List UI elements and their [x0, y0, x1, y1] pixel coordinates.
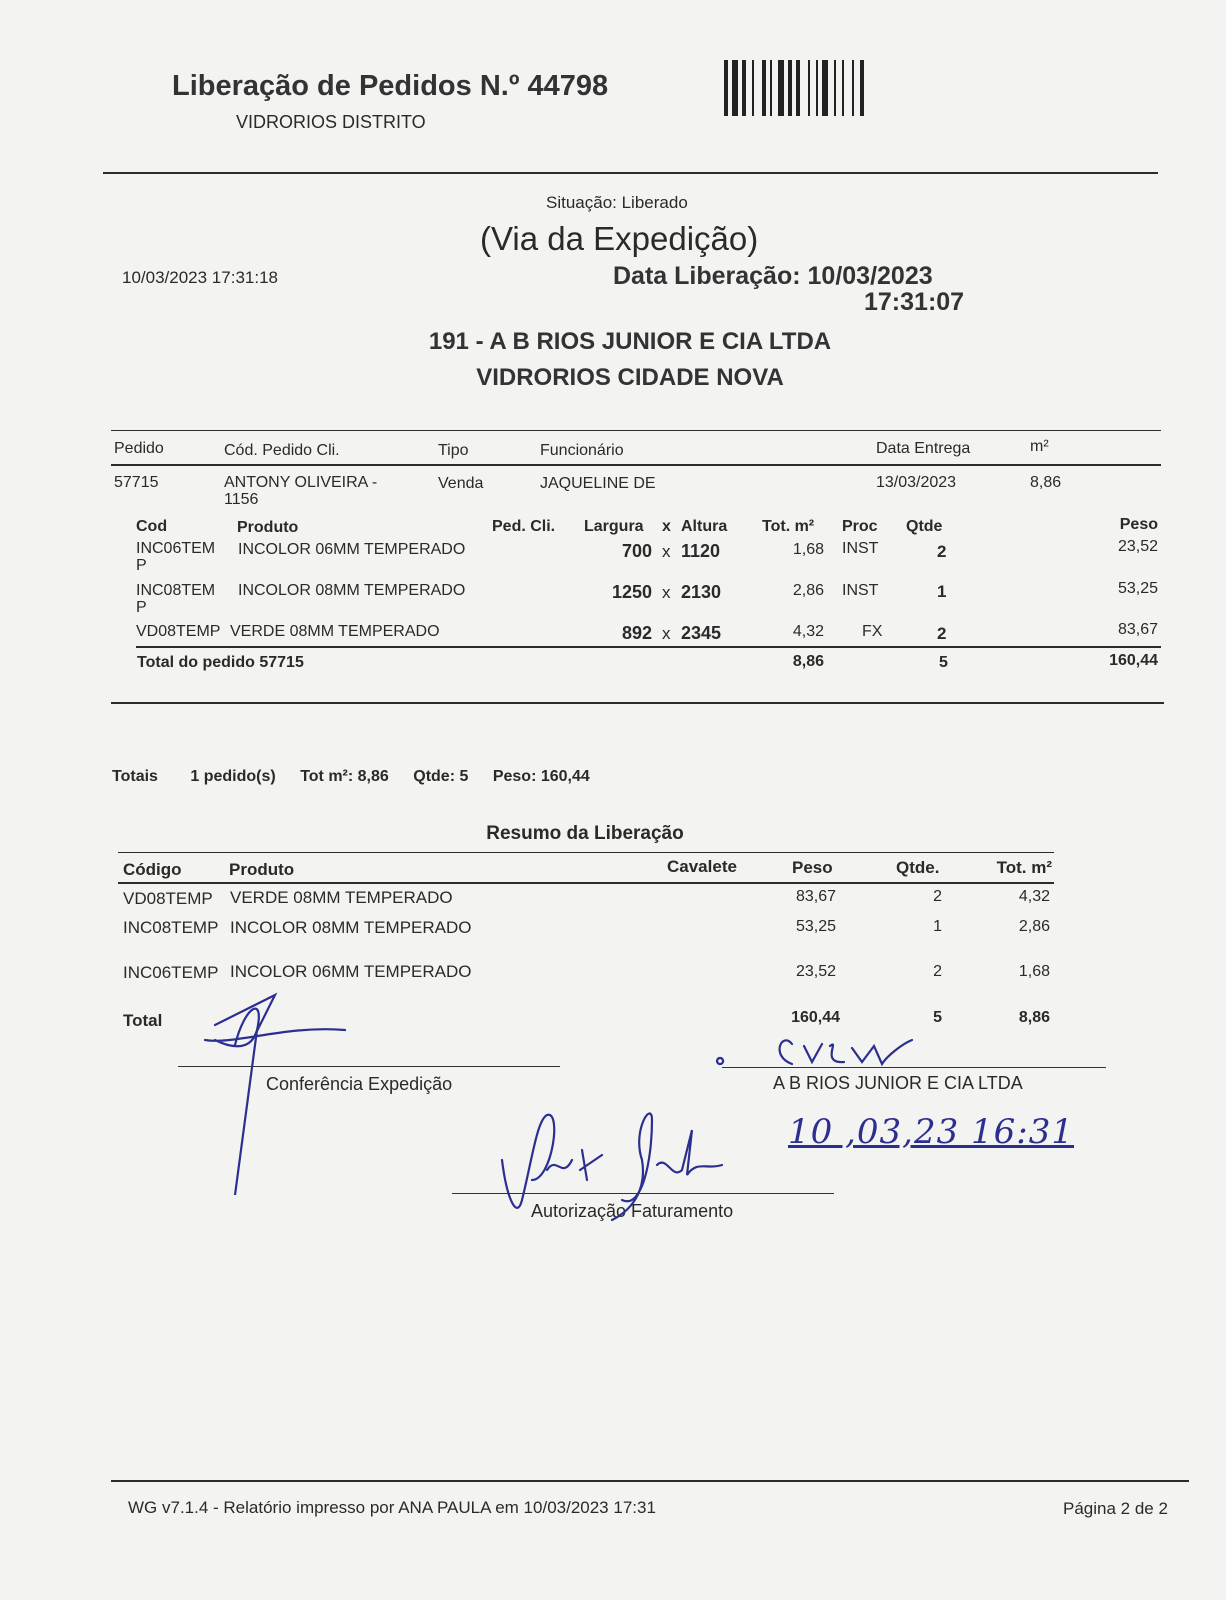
signature-label-autorizacao: Autorização Faturamento	[531, 1201, 734, 1221]
item-qtde: 2	[937, 624, 947, 643]
col-qtde: Qtde	[906, 518, 943, 535]
item-altura: 2345	[681, 623, 722, 643]
order-bottom-line	[111, 702, 1164, 704]
totals-pedidos: 1 pedido(s)	[190, 768, 276, 785]
sum-peso: 83,67	[795, 888, 836, 905]
col-largura: Largura	[584, 518, 644, 535]
order-m2: 8,86	[1030, 474, 1062, 491]
sum-total-peso: 160,44	[791, 1009, 840, 1026]
totals-qtde: Qtde: 5	[413, 768, 469, 785]
status-text: Situação: Liberado	[546, 193, 688, 212]
totals-bar	[112, 768, 590, 786]
order-data-entrega: 13/03/2023	[876, 474, 957, 491]
item-altura: 2130	[681, 582, 722, 602]
item-cod: VD08TEMP	[136, 623, 221, 640]
release-date	[613, 262, 933, 291]
order-total-peso: 160,44	[1109, 652, 1158, 669]
col-altura: Altura	[681, 518, 728, 535]
col-proc: Proc	[842, 518, 878, 535]
col-data-entrega: Data Entrega	[876, 440, 971, 457]
release-date-value: 10/03/2023	[807, 262, 933, 290]
signature-conferencia	[195, 985, 365, 1195]
col-m2: m²	[1030, 438, 1049, 455]
release-date-label: Data Liberação:	[613, 262, 801, 290]
sum-qtde: 2	[933, 888, 942, 905]
summary-header-line	[118, 882, 1054, 884]
print-timestamp: 10/03/2023 17:31:18	[122, 268, 278, 287]
totals-m2: Tot m²: 8,86	[300, 768, 389, 785]
sum-tot-m2: 4,32	[1018, 888, 1050, 905]
col-cod-pedido-cli: Cód. Pedido Cli.	[224, 442, 340, 459]
item-produto: INCOLOR 06MM TEMPERADO	[238, 541, 466, 558]
item-produto: VERDE 08MM TEMPERADO	[230, 623, 440, 640]
sum-codigo: INC08TEMP	[123, 918, 219, 937]
item-largura: 892	[621, 623, 652, 643]
item-tot-m2: 4,32	[792, 623, 824, 640]
order-header-line	[111, 464, 1161, 466]
item-cod: INC08TEMP	[136, 582, 216, 616]
sum-peso: 53,25	[795, 918, 836, 935]
sum-col-codigo: Código	[123, 860, 182, 879]
items-total-line	[136, 646, 1161, 648]
order-cod-cli: ANTONY OLIVEIRA - 1156	[224, 474, 378, 508]
item-tot-m2: 1,68	[792, 541, 824, 558]
summary-title: Resumo da Liberação	[486, 823, 684, 844]
item-x: x	[662, 542, 671, 561]
header-divider	[103, 172, 1158, 174]
sum-col-cavalete: Cavalete	[667, 857, 737, 876]
order-tipo: Venda	[438, 475, 484, 492]
barcode	[724, 60, 914, 116]
signature-autorizacao	[492, 1100, 742, 1230]
col-tipo: Tipo	[438, 442, 469, 459]
col-pedido: Pedido	[114, 440, 164, 457]
col-produto: Produto	[237, 519, 299, 536]
handwritten-date: 10 ,03,23 16:31	[788, 1112, 1075, 1152]
signature-label-empresa: A B RIOS JUNIOR E CIA LTDA	[773, 1073, 1023, 1093]
col-x: x	[662, 518, 671, 535]
sum-qtde: 1	[933, 918, 942, 935]
signature-empresa	[712, 1026, 962, 1072]
order-total-m2: 8,86	[792, 653, 824, 670]
col-ped-cli: Ped. Cli.	[492, 518, 556, 535]
item-qtde: 1	[937, 582, 947, 601]
item-cod: INC06TEMP	[136, 540, 216, 574]
sum-col-peso: Peso	[792, 858, 833, 877]
order-funcionario: JAQUELINE DE	[540, 475, 656, 492]
footer-page-number: Página 2 de 2	[1063, 1499, 1168, 1518]
signature-label-conferencia: Conferência Expedição	[266, 1074, 453, 1094]
client-name: 191 - A B RIOS JUNIOR E CIA LTDA	[428, 328, 832, 355]
item-qtde: 2	[937, 542, 947, 561]
footer-line	[111, 1480, 1189, 1482]
item-proc: FX	[862, 623, 883, 640]
footer-printed-by: WG v7.1.4 - Relatório impresso por ANA PAULA em 10/03/2023 17:31	[128, 1498, 656, 1517]
order-top-line	[111, 430, 1161, 431]
item-largura: 1250	[611, 582, 652, 602]
sum-produto: VERDE 08MM TEMPERADO	[230, 888, 453, 907]
item-produto: INCOLOR 08MM TEMPERADO	[238, 582, 466, 599]
sum-col-tot-m2: Tot. m²	[996, 858, 1052, 877]
item-x: x	[662, 583, 671, 602]
order-total-label: Total do pedido 57715	[137, 654, 304, 671]
sum-total-m2: 8,86	[1018, 1009, 1050, 1026]
item-peso: 53,25	[1117, 580, 1158, 597]
sum-col-qtde: Qtde.	[896, 858, 940, 877]
client-store: VIDRORIOS CIDADE NOVA	[476, 364, 784, 391]
totals-label: Totais	[112, 768, 158, 785]
sum-tot-m2: 1,68	[1018, 963, 1050, 980]
release-time: 17:31:07	[864, 288, 965, 316]
order-pedido: 57715	[114, 474, 159, 491]
item-largura: 700	[621, 541, 652, 561]
col-peso: Peso	[1119, 516, 1158, 533]
via-label: (Via da Expedição)	[480, 220, 759, 257]
sum-produto: INCOLOR 06MM TEMPERADO	[230, 962, 472, 981]
item-altura: 1120	[681, 541, 721, 561]
totals-peso: Peso: 160,44	[492, 768, 590, 785]
sum-produto: INCOLOR 08MM TEMPERADO	[230, 918, 472, 937]
sum-col-produto: Produto	[229, 860, 295, 879]
sum-qtde: 2	[933, 963, 942, 980]
col-tot-m2: Tot. m²	[762, 518, 815, 535]
order-total-qtde: 5	[939, 654, 948, 671]
document-title: Liberação de Pedidos N.º 44798	[172, 70, 609, 102]
sum-codigo: VD08TEMP	[123, 889, 213, 908]
item-peso: 83,67	[1117, 621, 1158, 638]
issuer-name: VIDRORIOS DISTRITO	[236, 112, 426, 132]
sum-total-label: Total	[123, 1011, 163, 1030]
col-cod: Cod	[136, 518, 168, 535]
item-proc: INST	[842, 582, 879, 599]
sum-tot-m2: 2,86	[1018, 918, 1050, 935]
item-x: x	[662, 624, 671, 643]
sum-total-qtde: 5	[933, 1009, 942, 1026]
sum-codigo: INC06TEMP	[123, 963, 219, 982]
summary-top-line	[118, 852, 1054, 853]
sum-peso: 23,52	[795, 963, 836, 980]
item-proc: INST	[842, 540, 879, 557]
item-tot-m2: 2,86	[792, 582, 824, 599]
col-funcionario: Funcionário	[540, 442, 624, 459]
item-peso: 23,52	[1117, 538, 1158, 555]
